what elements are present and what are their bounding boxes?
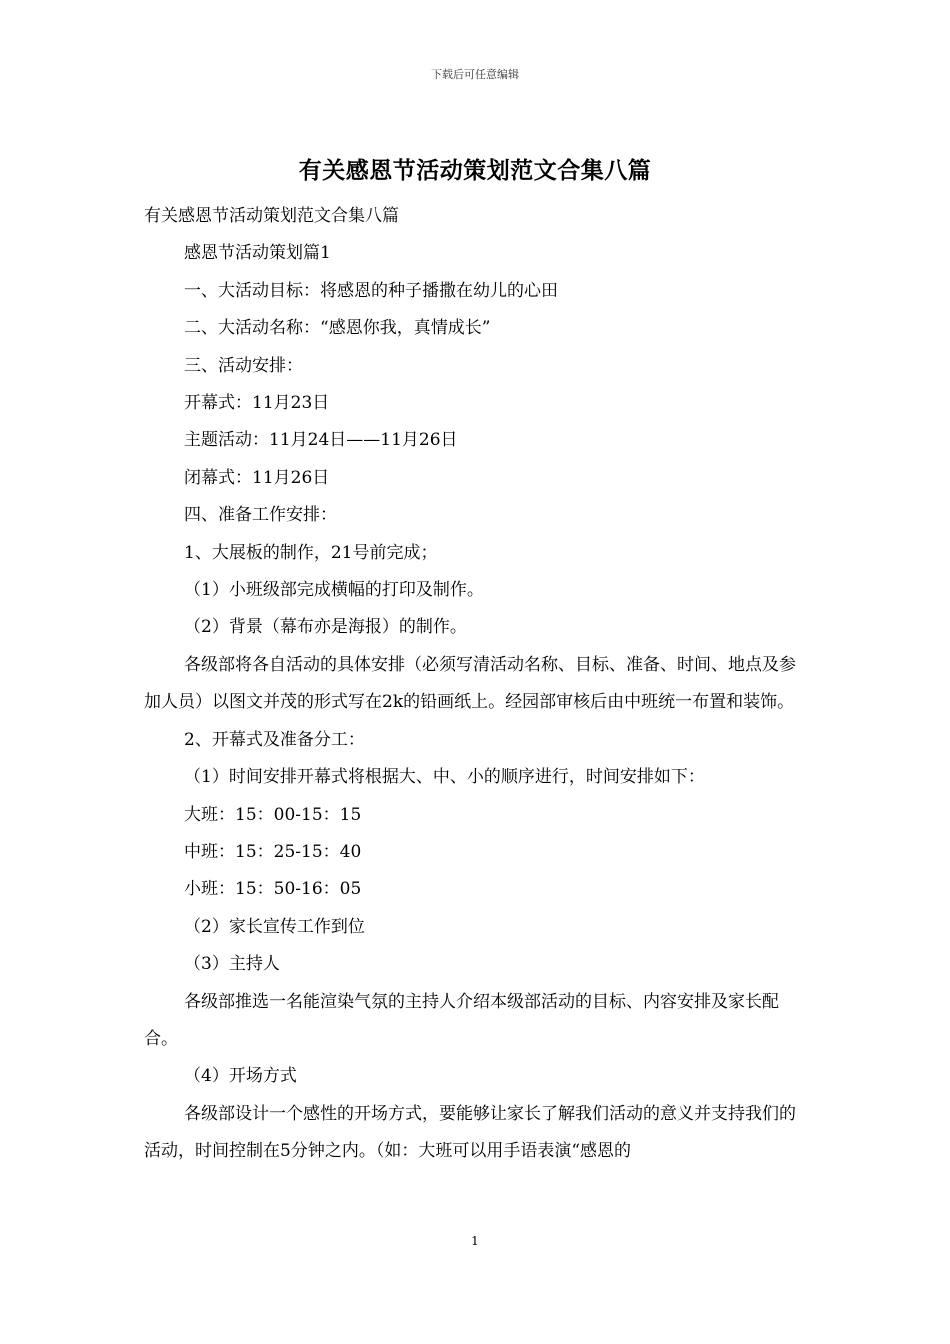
- paragraph: 开幕式：11月23日: [184, 393, 330, 414]
- paragraph: （1）小班级部完成横幅的打印及制作。: [184, 580, 484, 601]
- paragraph: （4）开场方式: [184, 1066, 297, 1087]
- document-body: [144, 198, 808, 1171]
- paragraph: 2、开幕式及准备分工：: [184, 729, 365, 750]
- paragraph: 各级部将各自活动的具体安排（必须写清活动名称、目标、准备、时间、地点及参加人员）以图文并茂的形式写在2k的铅画纸上。经园部审核后由中班统一布置和装饰。: [144, 654, 796, 713]
- paragraph: 二、大活动名称：“感恩你我，真情成长”: [184, 318, 491, 339]
- paragraph: （2）背景（幕布亦是海报）的制作。: [184, 617, 467, 638]
- header-note: 下载后可任意编辑: [431, 68, 519, 81]
- paragraph: 大班：15：00-15：15: [184, 804, 362, 825]
- section-heading: 感恩节活动策划篇1: [184, 243, 331, 264]
- paragraph: 四、准备工作安排：: [184, 505, 337, 526]
- paragraph: 中班：15：25-15：40: [184, 841, 362, 862]
- document-title: 有关感恩节活动策划范文合集八篇: [298, 157, 652, 184]
- paragraph: 各级部推选一名能渲染气氛的主持人介绍本级部活动的目标、内容安排及家长配合。: [144, 991, 779, 1049]
- paragraph: 小班：15：50-16：05: [184, 879, 362, 900]
- page-number: 1: [471, 1234, 479, 1248]
- paragraph: 三、活动安排：: [184, 355, 303, 376]
- paragraph: 一、大活动目标：将感恩的种子播撒在幼儿的心田: [184, 280, 558, 301]
- paragraph: 主题活动：11月24日——11月26日: [184, 430, 458, 451]
- paragraph: （3）主持人: [184, 954, 280, 975]
- paragraph: （1）时间安排开幕式将根据大、中、小的顺序进行，时间安排如下：: [184, 767, 705, 788]
- paragraph: 1、大展板的制作，21号前完成；: [184, 542, 438, 563]
- paragraph: 各级部设计一个感性的开场方式，要能够让家长了解我们活动的意义并支持我们的活动，时间控制在5分钟之内。（如：大班可以用手语表演“感恩的: [144, 1103, 796, 1162]
- paragraph: （2）家长宣传工作到位: [184, 916, 365, 937]
- paragraph: 闭幕式：11月26日: [184, 467, 330, 488]
- body-subtitle: 有关感恩节活动策划范文合集八篇: [144, 206, 399, 226]
